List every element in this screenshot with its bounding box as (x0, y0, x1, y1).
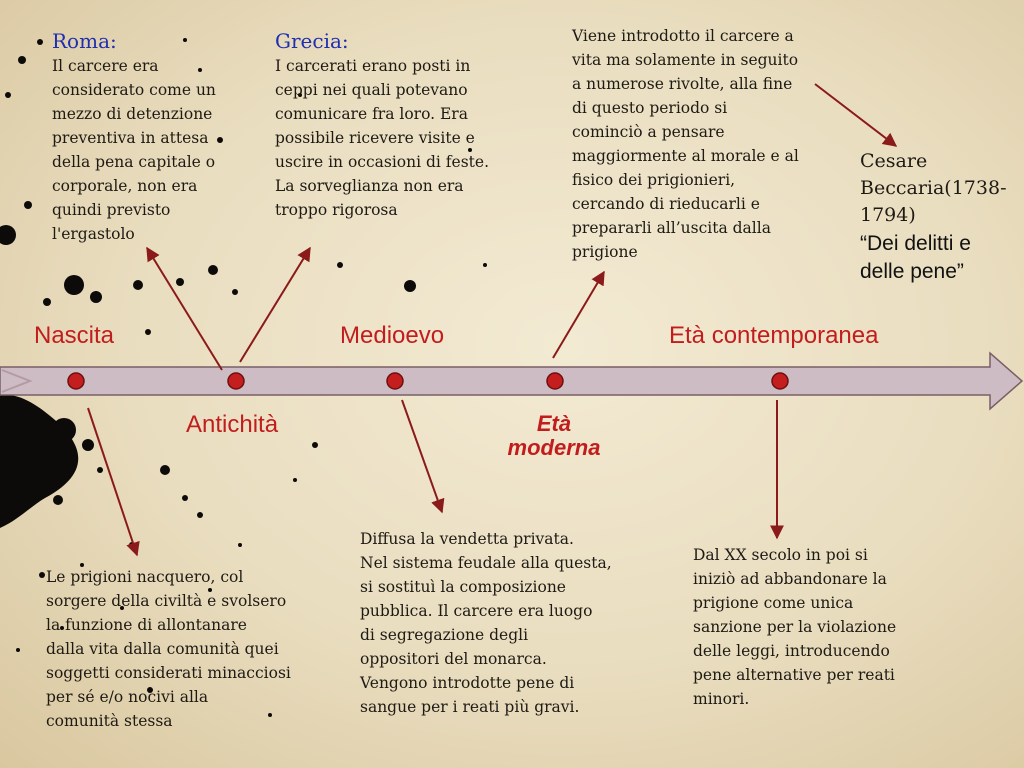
timeline-dot-antichita (228, 373, 244, 389)
note-moderna-line: di questo periodo si (572, 99, 728, 117)
beccaria-name-line: Cesare (860, 150, 928, 172)
arrow-to-medioevo (402, 400, 442, 512)
note-medioevo-line: Vengono introdotte pene di (360, 674, 575, 692)
note-nascita-line: comunità stessa (46, 712, 173, 730)
beccaria-work-title: delle pene” (860, 260, 964, 283)
note-contemporanea-line: iniziò ad abbandonare la (693, 570, 887, 588)
timeline-dot-moderna (547, 373, 563, 389)
era-label-medioevo: Medioevo (340, 322, 445, 349)
note-roma-line: considerato come un (52, 81, 216, 99)
note-contemporanea-line: Dal XX secolo in poi si (693, 546, 868, 564)
note-grecia (275, 28, 525, 222)
arrow-to-moderna (553, 272, 604, 358)
arrow-to-beccaria (815, 84, 896, 146)
note-nascita-line: sorgere della civiltà e svolsero (46, 592, 287, 610)
arrow-to-nascita (88, 408, 137, 555)
note-contemporanea-line: prigione come unica (693, 594, 854, 612)
note-contemporanea-line: sanzione per la violazione (693, 618, 897, 636)
note-medioevo-line: si sostituì la composizione (360, 578, 566, 596)
note-medioevo-line: Nel sistema feudale alla questa, (360, 554, 612, 572)
note-moderna-line: maggiormente al morale e al (572, 147, 799, 165)
note-grecia-line: uscire in occasioni di feste. (275, 153, 489, 171)
note-moderna-line: vita ma solamente in seguito (572, 51, 799, 69)
note-grecia-line: I carcerati erano posti in (275, 57, 471, 75)
note-grecia-line: La sorveglianza non era (275, 177, 464, 195)
note-roma-line: quindi previsto (52, 201, 171, 219)
note-nascita-line: per sé e/o nocivi alla (46, 688, 209, 706)
beccaria-work-title: “Dei delitti e (860, 232, 971, 255)
note-contemporanea-line: minori. (693, 690, 750, 708)
era-label-antichita: Antichità (186, 411, 279, 438)
timeline-dot-contemporanea (772, 373, 788, 389)
note-grecia-line: troppo rigorosa (275, 201, 398, 219)
note-grecia-heading: Grecia: (275, 29, 349, 53)
era-label-nascita: Nascita (34, 322, 115, 349)
note-moderna-line: prigione (572, 243, 638, 261)
note-roma-heading: Roma: (52, 29, 117, 53)
note-medioevo (360, 527, 620, 719)
note-roma-line: mezzo di detenzione (52, 105, 213, 123)
note-grecia-line: possibile ricevere visite e (275, 129, 475, 147)
note-roma-line: Il carcere era (52, 57, 159, 75)
note-medioevo-line: oppositori del monarca. (360, 650, 547, 668)
era-label-eta-moderna (498, 412, 610, 460)
note-nascita (46, 565, 296, 733)
beccaria-name-line: Beccaria(1738- (860, 177, 1007, 199)
note-moderna-line: Viene introdotto il carcere a (572, 27, 794, 45)
timeline-dot-medioevo (387, 373, 403, 389)
note-medioevo-line: sangue per i reati più gravi. (360, 698, 580, 716)
note-contemporanea-line: pene alternative per reati (693, 666, 895, 684)
note-medioevo-line: pubblica. Il carcere era luogo (360, 602, 593, 620)
note-nascita-line: dalla vita dalla comunità quei (46, 640, 279, 658)
note-eta-moderna (572, 24, 817, 264)
era-label-eta-contemporanea: Età contemporanea (669, 322, 879, 349)
timeline-dot-nascita (68, 373, 84, 389)
arrow-to-grecia (240, 248, 310, 362)
beccaria-name-line: 1794) (860, 204, 916, 226)
note-roma (52, 28, 242, 246)
note-moderna-line: cercando di rieducarli e (572, 195, 760, 213)
note-medioevo-line: Diffusa la vendetta privata. (360, 530, 574, 548)
note-grecia-line: comunicare fra loro. Era (275, 105, 468, 123)
note-medioevo-line: di segregazione degli (360, 626, 529, 644)
era-label-eta-moderna-line2: moderna (507, 435, 601, 460)
note-moderna-line: cominciò a pensare (572, 123, 725, 141)
era-label-eta-moderna-line1: Età (536, 411, 572, 436)
note-roma-line: corporale, non era (52, 177, 198, 195)
note-eta-contemporanea (693, 543, 923, 711)
note-nascita-line: soggetti considerati minacciosi (46, 664, 291, 682)
note-nascita-line: la funzione di allontanare (46, 616, 247, 634)
note-roma-line: l'ergastolo (52, 225, 135, 243)
note-beccaria (860, 148, 1020, 285)
note-contemporanea-line: delle leggi, introducendo (693, 642, 890, 660)
note-moderna-line: prepararli all’uscita dalla (572, 219, 771, 237)
note-moderna-line: fisico dei prigionieri, (572, 171, 736, 189)
note-grecia-line: ceppi nei quali potevano (275, 81, 468, 99)
note-moderna-line: a numerose rivolte, alla fine (572, 75, 793, 93)
note-nascita-line: Le prigioni nacquero, col (46, 568, 244, 586)
note-roma-line: preventiva in attesa (52, 129, 209, 147)
note-roma-line: della pena capitale o (52, 153, 216, 171)
timeline-arrow-bar (0, 353, 1022, 409)
